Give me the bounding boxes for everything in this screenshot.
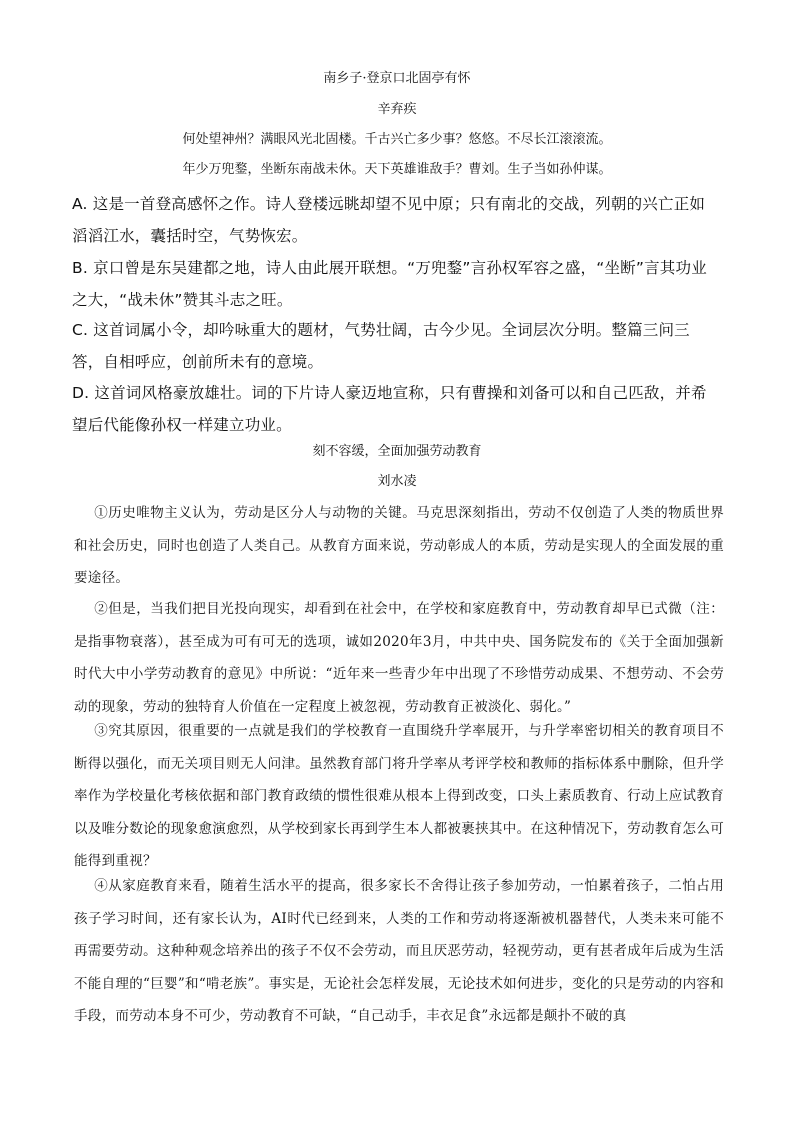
paragraph-3-text: ③究其原因，很重要的一点就是我们的学校教育一直围绕升学率展开，与升学率密切相关的教育项目不断得以强化，而无关项目则无人问津。虽然教育部门将升学率从考评学校和教师的指标体系中删除，但升学率作为学校量化考核依据和部门教育政绩的惯性很难从根本上得到改变，口头上素质教育、行动上应试教育以及唯分数论的现象愈演愈烈，从学校到家长再到学生本人都被裹挟其中。在这种情况下，劳动教育怎么可能得到重视？	[74, 723, 724, 869]
poem-author: 辛弃疾	[377, 102, 417, 117]
article-author: 刘水凌	[377, 474, 417, 489]
paragraph-2-text: ②但是，当我们把目光投向现实，却看到在社会中，在学校和家庭教育中，劳动教育却早已式微（注：是指事物衰落），甚至成为可有可无的选项，诚如2020年3月，中共中央、国务院发布的《关于全面加强新时代大中小学劳动教育的意见》中所说：“近年来一些青少年中出现了不珍惜劳动成果、不想劳动、不会劳动的现象，劳动的独特育人价值在一定程度上被忽视，劳动教育正被淡化、弱化。”	[74, 601, 724, 715]
poem-line-1: 何处望神州？满眼风光北固楼。千古兴亡多少事？悠悠。不尽长江滚滚流。	[182, 132, 612, 147]
article-paragraph-4	[74, 870, 724, 1033]
option-a: A. 这是一首登高感怀之作。诗人登楼远眺却望不见中原；只有南北的交战，列朝的兴亡正如滔滔江水，囊括时空，气势恢宏。	[72, 195, 706, 245]
article-paragraph-3	[74, 715, 724, 878]
poem-title: 南乡子·登京口北固亭有怀	[323, 71, 471, 86]
article-title: 刻不容缓，全面加强劳动教育	[312, 444, 482, 459]
option-c: C. 这首词属小令，却吟咏重大的题材，气势壮阔，古今少见。全词层次分明。整篇三问三答，自相呼应，创前所未有的意境。	[72, 321, 690, 371]
paragraph-1-text: ①历史唯物主义认为，劳动是区分人与动物的关键。马克思深刻指出，劳动不仅创造了人类的物质世界和社会历史，同时也创造了人类自己。从教育方面来说，劳动彰成人的本质，劳动是实现人的全面发展的重要途径。	[74, 505, 724, 586]
option-d: D. 这首词风格豪放雄壮。词的下片诗人豪迈地宣称，只有曹操和刘备可以和自己匹敌，并希望后代能像孙权一样建立功业。	[72, 384, 707, 434]
paragraph-4-text: ④从家庭教育来看，随着生活水平的提高，很多家长不舍得让孩子参加劳动，一怕累着孩子，二怕占用孩子学习时间，还有家长认为，AI时代已经到来，人类的工作和劳动将逐渐被机器替代，人类未来可能不再需要劳动。这种种观念培养出的孩子不仅不会劳动，而且厌恶劳动，轻视劳动，更有甚者成年后成为生活不能自理的“巨婴”和“啃老族”。事实是，无论社会怎样发展，无论技术如何进步，变化的只是劳动的内容和手段，而劳动本身不可少，劳动教育不可缺，“自己动手，丰衣足食”永远都是颠扑不破的真	[74, 878, 724, 1024]
poem-line-2: 年少万兜鍪，坐断东南战未休。天下英雄谁敌手？曹刘。生子当如孙仲谋。	[182, 162, 612, 177]
article-paragraph-1	[74, 497, 724, 595]
option-b: B. 京口曾是东吴建都之地，诗人由此展开联想。“万兜鍪”言孙权军容之盛，“坐断”言其功业之大，“战未休”赞其斗志之旺。	[72, 259, 707, 309]
article-paragraph-2	[74, 593, 724, 723]
